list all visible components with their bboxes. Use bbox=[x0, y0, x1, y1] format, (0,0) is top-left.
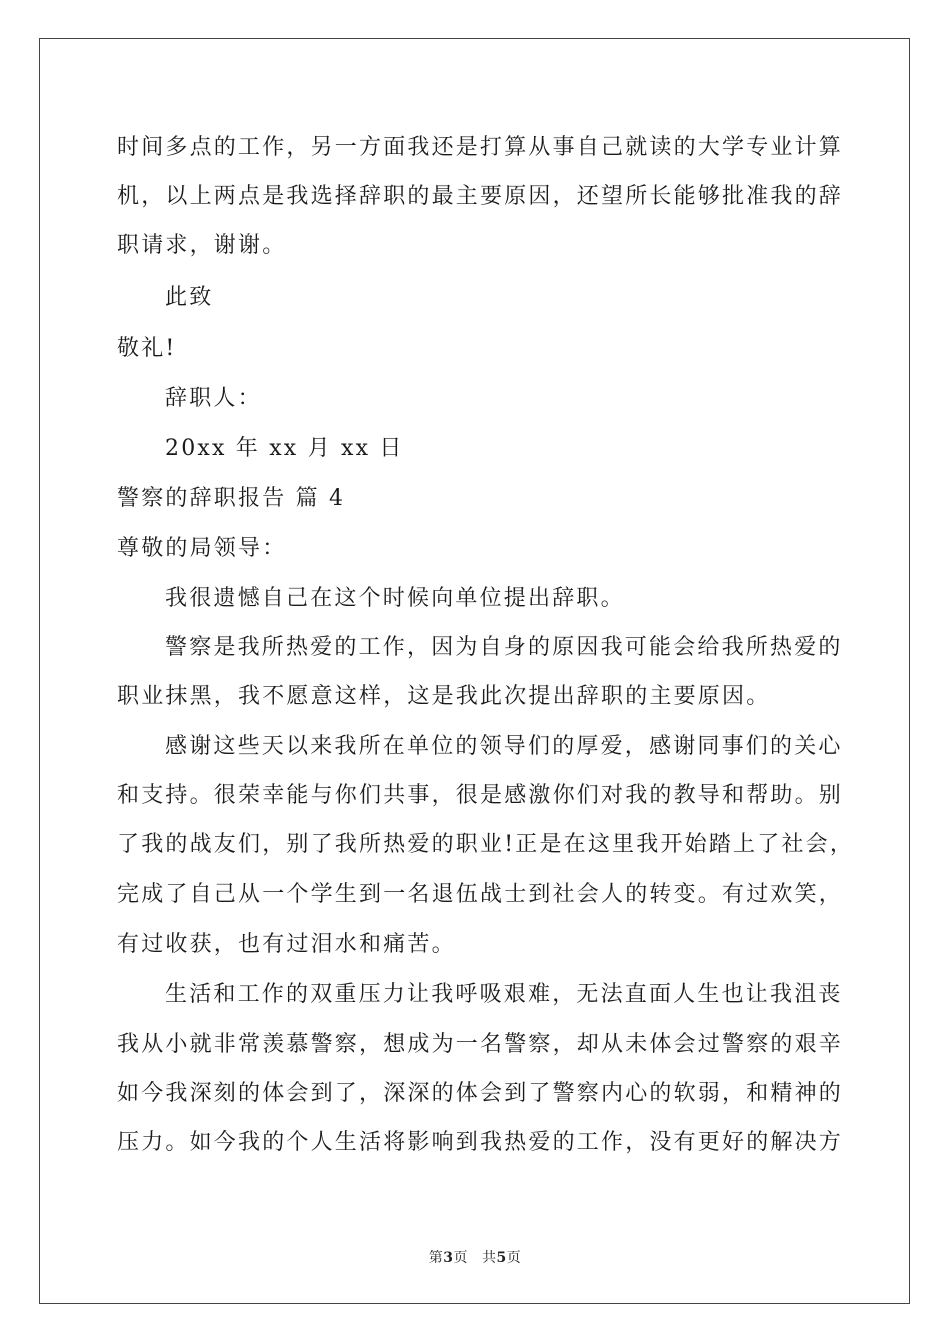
page-suffix: 页 bbox=[453, 1250, 468, 1266]
paragraph-line: 压力。如今我的个人生活将影响到我热爱的工作，没有更好的解决方 bbox=[117, 1130, 844, 1155]
paragraph-line: 和支持。很荣幸能与你们共事，很是感激你们对我的教导和帮助。别 bbox=[117, 783, 844, 808]
page-prefix: 第 bbox=[428, 1250, 444, 1266]
paragraph-line: 完成了自己从一个学生到一名退伍战士到社会人的转变。有过欢笑， bbox=[117, 882, 844, 907]
current-page-number: 3 bbox=[443, 1250, 454, 1266]
paragraph-line: 如今我深刻的体会到了，深深的体会到了警察内心的软弱，和精神的 bbox=[117, 1081, 844, 1106]
section-heading: 警察的辞职报告 篇 4 bbox=[117, 486, 346, 511]
letter-greeting: 尊敬的局领导： bbox=[117, 536, 287, 561]
paragraph-line: 了我的战友们，别了我所热爱的职业!正是在这里我开始踏上了社会， bbox=[117, 832, 855, 857]
page-footer bbox=[0, 1247, 950, 1267]
paragraph-line: 有过收获，也有过泪水和痛苦。 bbox=[117, 932, 456, 957]
total-page-number: 5 bbox=[496, 1250, 507, 1266]
paragraph-line: 职请求，谢谢。 bbox=[117, 233, 287, 258]
closing-salutation: 此致 bbox=[165, 285, 214, 310]
paragraph-line: 我从小就非常羡慕警察，想成为一名警察，却从未体会过警察的艰辛 bbox=[117, 1032, 844, 1057]
paragraph-line: 时间多点的工作，另一方面我还是打算从事自己就读的大学专业计算 bbox=[117, 135, 844, 160]
paragraph-line: 机，以上两点是我选择辞职的最主要原因，还望所长能够批准我的辞 bbox=[117, 184, 844, 209]
closing-regards: 敬礼! bbox=[117, 336, 177, 361]
total-prefix: 共 bbox=[482, 1250, 497, 1266]
date-line: 20xx 年 xx 月 xx 日 bbox=[165, 436, 404, 461]
paragraph-line: 职业抹黑，我不愿意这样，这是我此次提出辞职的主要原因。 bbox=[117, 684, 771, 709]
total-suffix: 页 bbox=[506, 1250, 522, 1266]
signature-label: 辞职人： bbox=[165, 386, 262, 411]
paragraph-line: 警察是我所热爱的工作，因为自身的原因我可能会给我所热爱的 bbox=[165, 635, 843, 660]
paragraph-line: 生活和工作的双重压力让我呼吸艰难，无法直面人生也让我沮丧 bbox=[165, 982, 843, 1007]
paragraph-line: 感谢这些天以来我所在单位的领导们的厚爱，感谢同事们的关心 bbox=[165, 734, 843, 759]
paragraph-line: 我很遗憾自己在这个时候向单位提出辞职。 bbox=[165, 586, 625, 611]
